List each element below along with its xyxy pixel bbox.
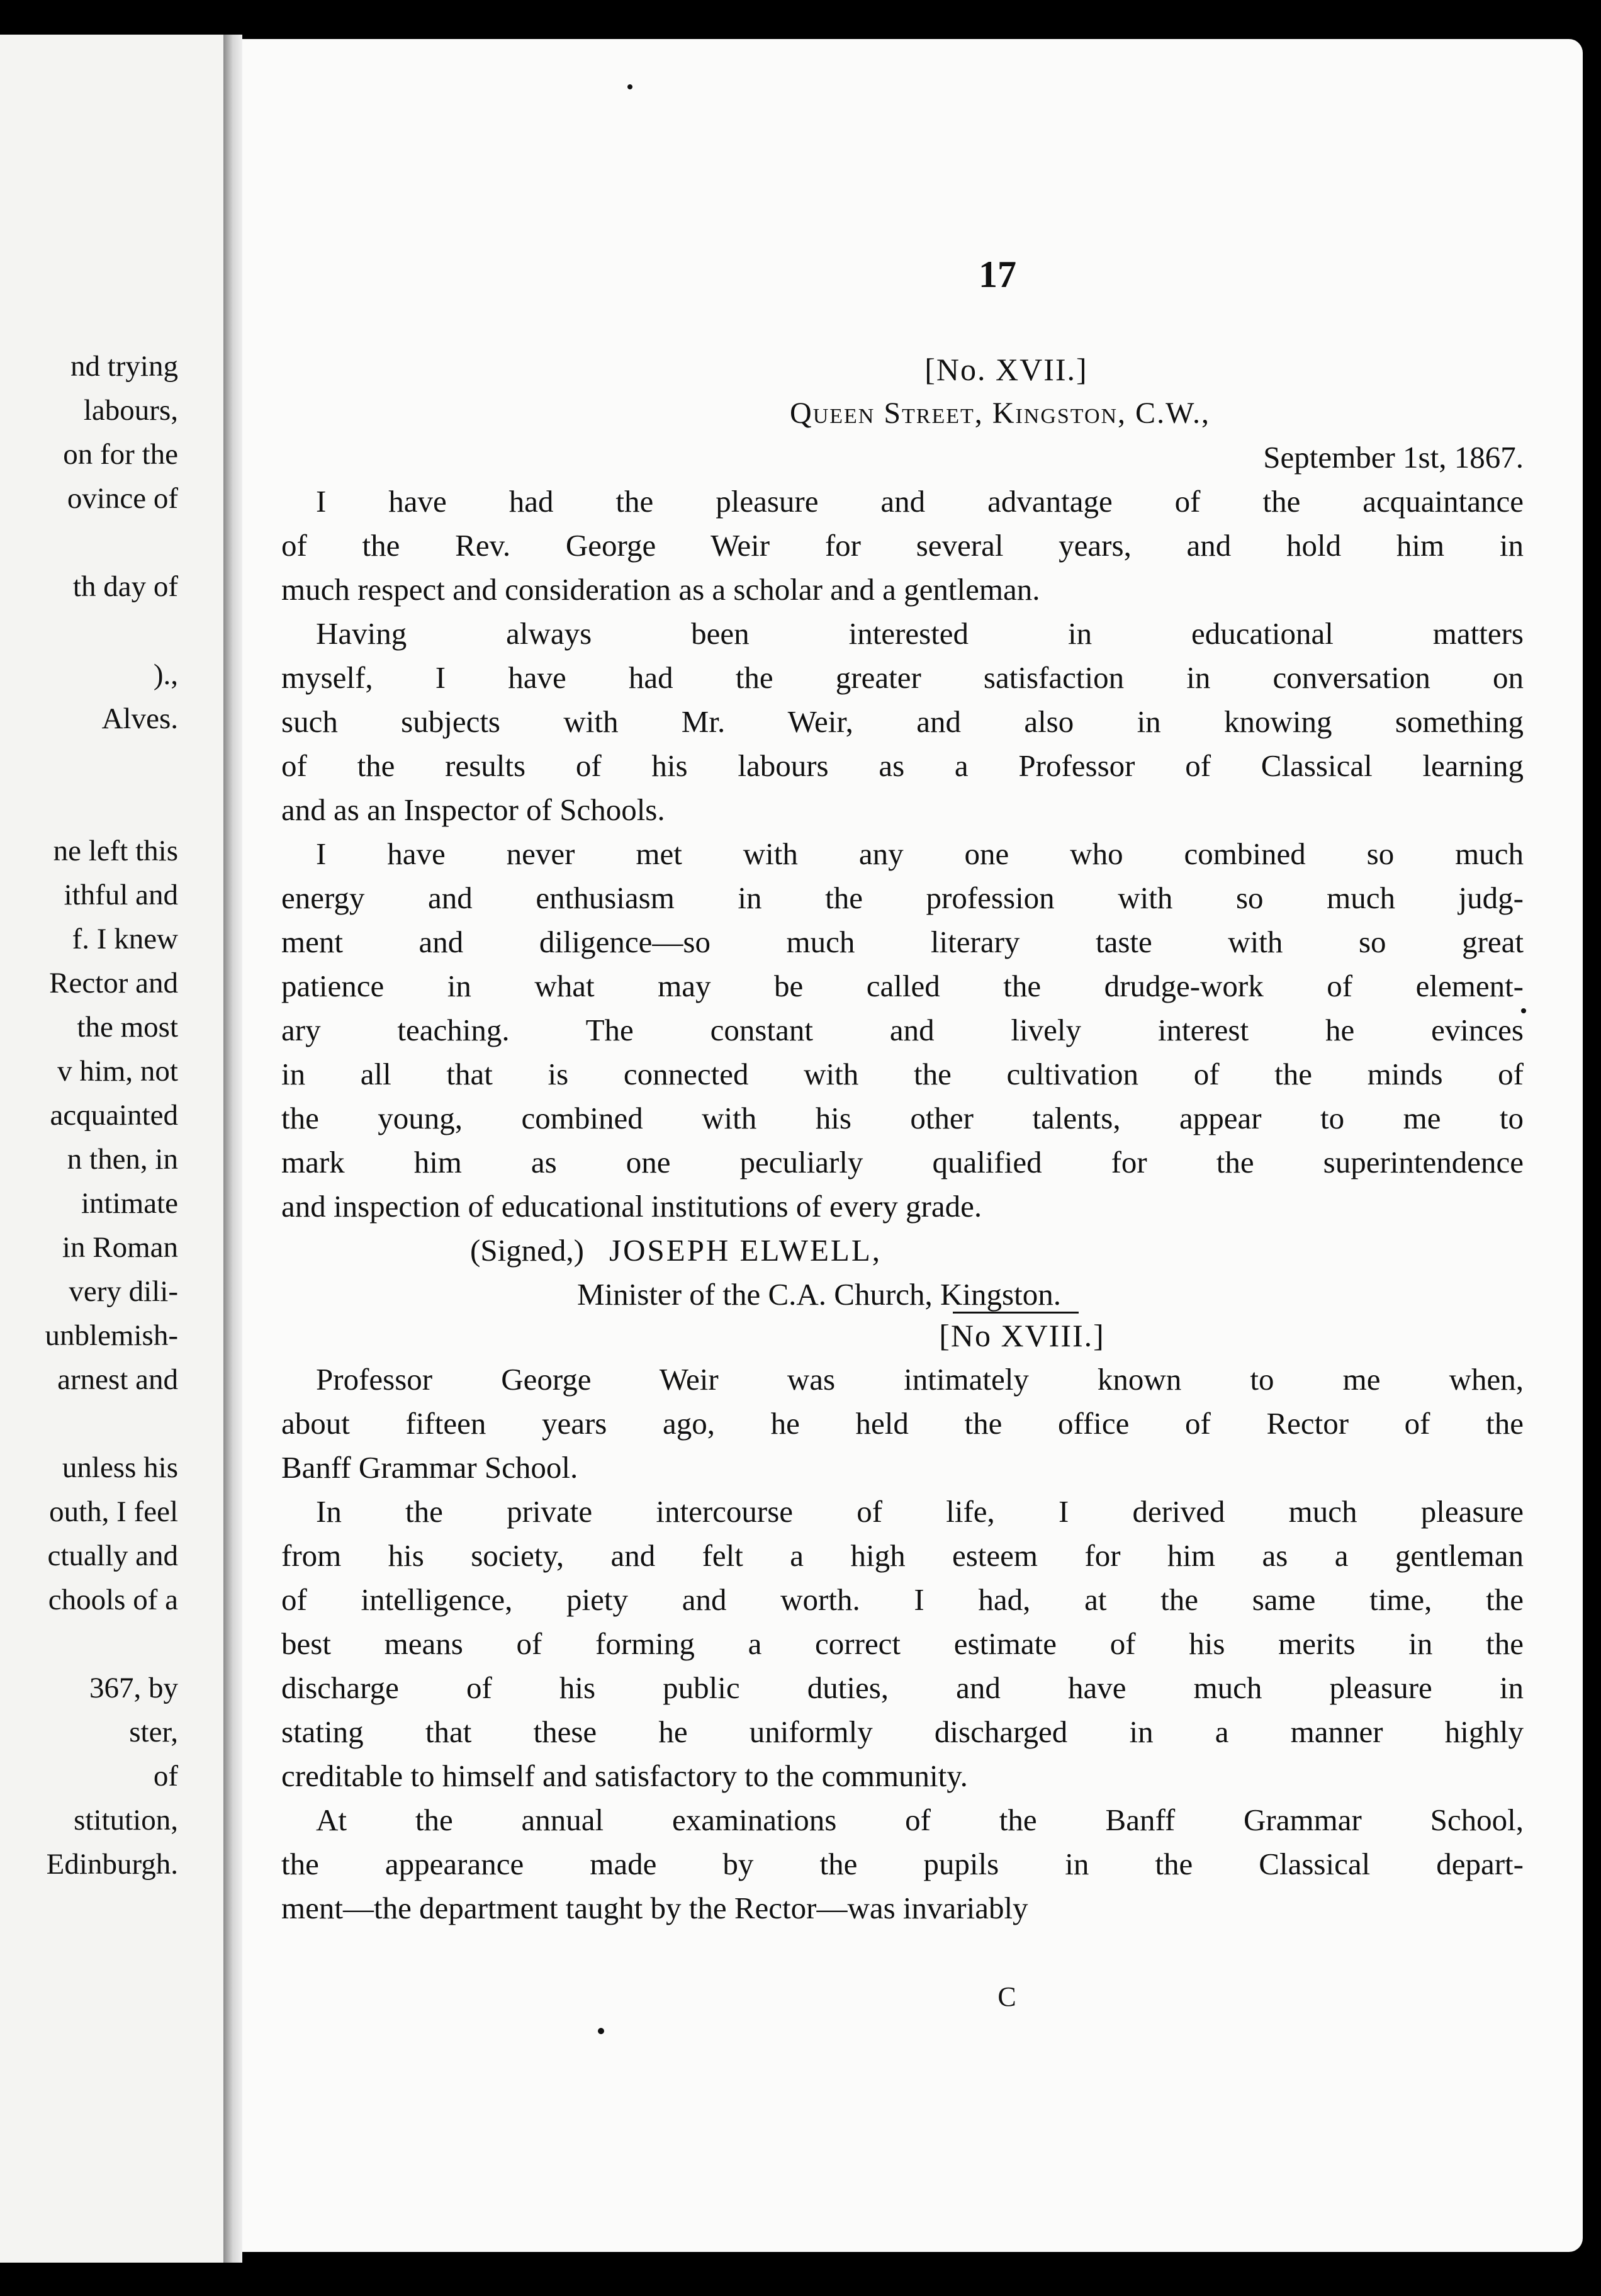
book-gutter	[223, 35, 242, 2263]
text-line: Banff Grammar School.	[281, 1450, 578, 1485]
text-line: much respect and consideration as a scholar and a gentleman.	[281, 572, 1040, 607]
text-line: discharge of his public duties, and have much pleasure in	[281, 1670, 1524, 1705]
text-line: Professor George Weir was intimately known to me when,	[316, 1362, 1524, 1397]
left-page-line: arnest and	[57, 1363, 178, 1396]
text-line: the appearance made by the pupils in the Classical depart-	[281, 1847, 1524, 1881]
section-divider	[953, 1312, 1079, 1314]
text-line: ment and diligence—so much literary taste with so great	[281, 925, 1524, 959]
left-page-line: Edinburgh.	[46, 1848, 178, 1881]
text-line: of the Rev. George Weir for several years, and hold him in	[281, 528, 1524, 563]
left-page-line: labours,	[83, 394, 178, 427]
left-page-line: in Roman	[62, 1231, 178, 1264]
left-page-line: acquainted	[50, 1099, 178, 1132]
page-number: 17	[979, 254, 1016, 295]
text-line: of the results of his labours as a Professor of Classical learning	[281, 748, 1524, 783]
ink-dot	[598, 2028, 604, 2034]
letter-17	[281, 347, 1524, 1930]
signatory-name: JOSEPH ELWELL,	[609, 1233, 882, 1268]
letter-address: Queen Street, Kingston, C.W.,	[790, 397, 1210, 430]
text-line: creditable to himself and satisfactory to the community.	[281, 1759, 968, 1793]
text-line: from his society, and felt a high esteem for him as a gentleman	[281, 1538, 1524, 1573]
left-page-fragment	[0, 35, 223, 2263]
left-page-line: the most	[77, 1011, 178, 1044]
left-page-line: ithful and	[64, 879, 178, 911]
text-line: I have had the pleasure and advantage of the acquaintance	[316, 484, 1524, 519]
left-page-line: unblemish-	[45, 1319, 178, 1352]
text-line: myself, I have had the greater satisfaction in conversation on	[281, 660, 1524, 695]
text-line: in all that is connected with the cultivation of the minds of	[281, 1057, 1524, 1091]
text-line: patience in what may be called the drudge-work of element-	[281, 969, 1524, 1003]
text-line: ary teaching. The constant and lively interest he evinces	[281, 1013, 1524, 1047]
ink-dot	[627, 84, 632, 89]
text-line: and as an Inspector of Schools.	[281, 792, 665, 827]
left-page-line: ).,	[153, 658, 178, 691]
left-page-line: n then, in	[67, 1143, 178, 1176]
left-page-line: Alves.	[101, 702, 178, 735]
right-page	[242, 39, 1583, 2252]
left-page-line: nd trying	[70, 350, 178, 383]
letter-body	[281, 480, 1524, 1229]
left-page-line: on for the	[63, 438, 178, 471]
letter-heading: [No XVIII.]	[939, 1318, 1105, 1353]
signed-label: (Signed,)	[470, 1233, 584, 1268]
left-page-line: very dili-	[69, 1275, 178, 1308]
left-page-line: f. I knew	[72, 923, 178, 955]
left-page-line: chools of a	[48, 1584, 178, 1616]
left-page-line: outh, I feel	[49, 1495, 178, 1528]
text-line: of intelligence, piety and worth. I had, at the same time, the	[281, 1582, 1524, 1617]
text-line: ment—the department taught by the Rector—was invariably	[281, 1891, 1028, 1925]
left-page-line: intimate	[81, 1187, 178, 1220]
text-line: about fifteen years ago, he held the office of Rector of the	[281, 1406, 1524, 1441]
left-page-line: ne left this	[53, 835, 178, 867]
left-page-line: unless his	[62, 1451, 178, 1484]
text-line: mark him as one peculiarly qualified for the superintendence	[281, 1145, 1524, 1179]
left-page-line: v him, not	[57, 1055, 178, 1088]
text-line: the young, combined with his other talents, appear to me to	[281, 1101, 1524, 1135]
left-page-line: ctually and	[47, 1539, 178, 1572]
left-page-line: stitution,	[74, 1804, 178, 1837]
letter-body	[281, 1358, 1524, 1930]
text-line: energy and enthusiasm in the profession with so much judg-	[281, 881, 1524, 915]
left-page-line: 367, by	[89, 1672, 178, 1704]
text-line: In the private intercourse of life, I derived much pleasure	[316, 1494, 1524, 1529]
text-line: such subjects with Mr. Weir, and also in knowing something	[281, 704, 1524, 739]
left-page-line: ovince of	[67, 482, 178, 515]
text-line: I have never met with any one who combined so much	[316, 836, 1524, 871]
text-line: stating that these he uniformly discharged in a manner highly	[281, 1714, 1524, 1749]
signatory-title: Minister of the C.A. Church, Kingston.	[577, 1277, 1061, 1312]
text-line: and inspection of educational institutions of every grade.	[281, 1189, 982, 1224]
text-line: best means of forming a correct estimate of his merits in the	[281, 1626, 1524, 1661]
letter-heading: [No. XVII.]	[924, 352, 1088, 387]
left-page-line: ster,	[129, 1716, 178, 1748]
text-line: At the annual examinations of the Banff Grammar School,	[316, 1803, 1524, 1837]
left-page-line: Rector and	[49, 967, 178, 999]
left-page-line: th day of	[72, 570, 178, 603]
signature-line	[281, 1229, 1524, 1273]
letter-date: September 1st, 1867.	[1263, 440, 1524, 475]
text-line: Having always been interested in educational matters	[316, 616, 1524, 651]
signature-mark: C	[997, 1981, 1016, 2012]
left-page-line: of	[153, 1760, 178, 1792]
